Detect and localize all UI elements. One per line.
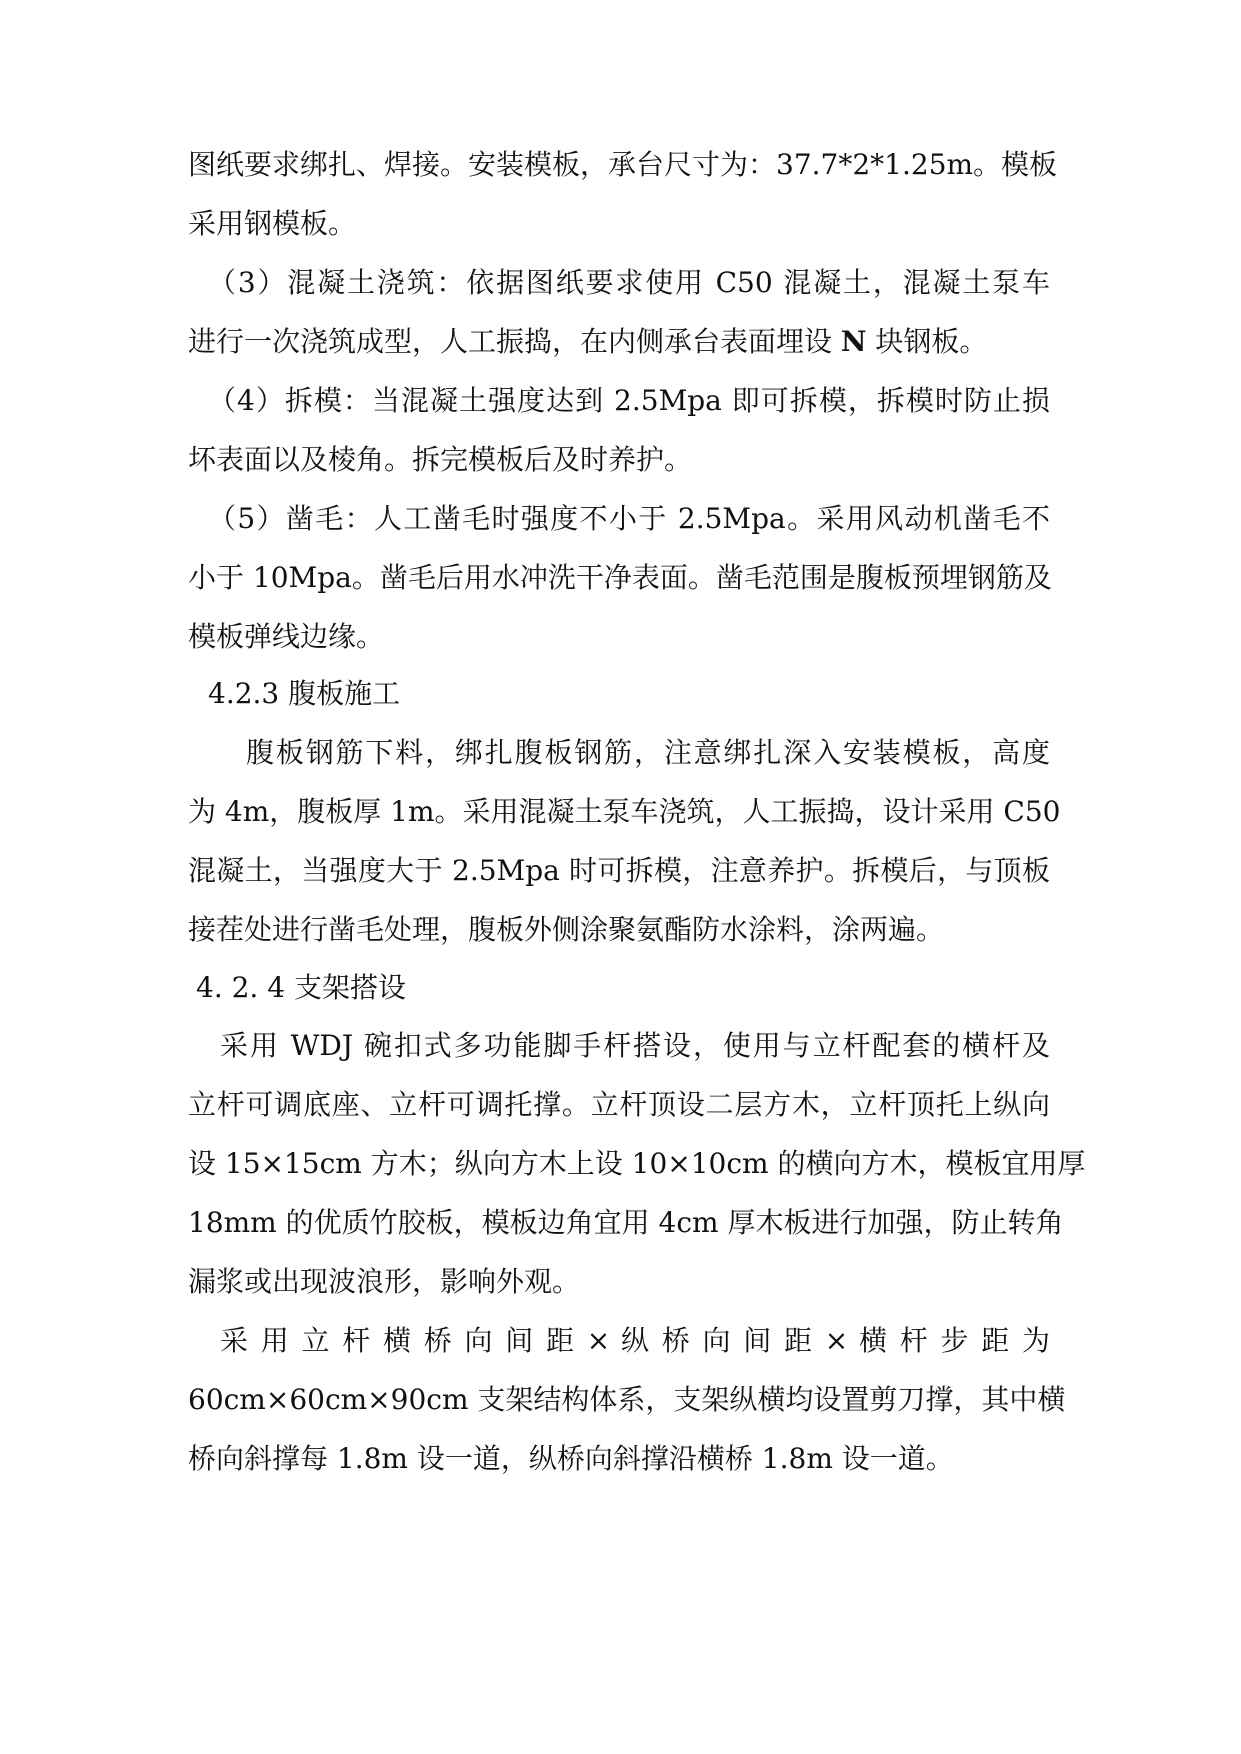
section-heading-4-2-3: 4.2.3 腹板施工 <box>208 677 401 710</box>
text-line: 桥向斜撑每 1.8m 设一道，纵桥向斜撑沿横桥 1.8m 设一道。 <box>188 1442 954 1475</box>
text-line: 采用钢模板。 <box>188 207 357 240</box>
text-line: 60cm×60cm×90cm 支架结构体系，支架纵横均设置剪刀撑，其中横 <box>188 1383 1066 1416</box>
text-line: 接茬处进行凿毛处理，腹板外侧涂聚氨酯防水涂料，涂两遍。 <box>188 913 945 946</box>
text-line: （3）混凝土浇筑：依据图纸要求使用 C50 混凝土，混凝土泵车 <box>208 266 1050 299</box>
text-segment: 进行一次浇筑成型，人工振捣，在内侧承台表面埋设 <box>188 325 841 358</box>
text-line: 模板弹线边缘。 <box>188 620 385 653</box>
section-heading-4-2-4: 4. 2. 4 支架搭设 <box>196 971 406 1004</box>
text-line: 采用 WDJ 碗扣式多功能脚手杆搭设，使用与立杆配套的横杆及 <box>220 1029 1050 1062</box>
text-line: （4）拆模：当混凝土强度达到 2.5Mpa 即可拆模，拆模时防止损 <box>208 384 1050 417</box>
text-line <box>188 322 987 362</box>
text-line: 设 15×15cm 方木；纵向方木上设 10×10cm 的横向方木，模板宜用厚 <box>188 1147 1086 1180</box>
bold-letter-n: N <box>840 325 867 358</box>
text-line: 立杆可调底座、立杆可调托撑。立杆顶设二层方木，立杆顶托上纵向 <box>188 1088 1050 1121</box>
text-segment: 块钢板。 <box>866 325 988 358</box>
text-line: 小于 10Mpa。凿毛后用水冲洗干净表面。凿毛范围是腹板预埋钢筋及 <box>188 561 1052 594</box>
text-line: 漏浆或出现波浪形，影响外观。 <box>188 1265 581 1298</box>
text-line: （5）凿毛：人工凿毛时强度不小于 2.5Mpa。采用风动机凿毛不 <box>208 502 1050 535</box>
text-line: 为 4m，腹板厚 1m。采用混凝土泵车浇筑，人工振捣，设计采用 C50 <box>188 795 1061 828</box>
text-line: 腹板钢筋下料，绑扎腹板钢筋，注意绑扎深入安装模板，高度 <box>246 736 1050 769</box>
text-line: 18mm 的优质竹胶板，模板边角宜用 4cm 厚木板进行加强，防止转角 <box>188 1206 1064 1239</box>
text-line: 坏表面以及棱角。拆完模板后及时养护。 <box>188 443 693 476</box>
text-line: 图纸要求绑扎、焊接。安装模板，承台尺寸为：37.7*2*1.25m。模板 <box>188 148 1058 181</box>
text-line: 混凝土，当强度大于 2.5Mpa 时可拆模，注意养护。拆模后，与顶板 <box>188 854 1050 887</box>
text-line: 采 用 立 杆 横 桥 向 间 距 × 纵 桥 向 间 距 × 横 杆 步 距 为 <box>220 1324 1050 1357</box>
